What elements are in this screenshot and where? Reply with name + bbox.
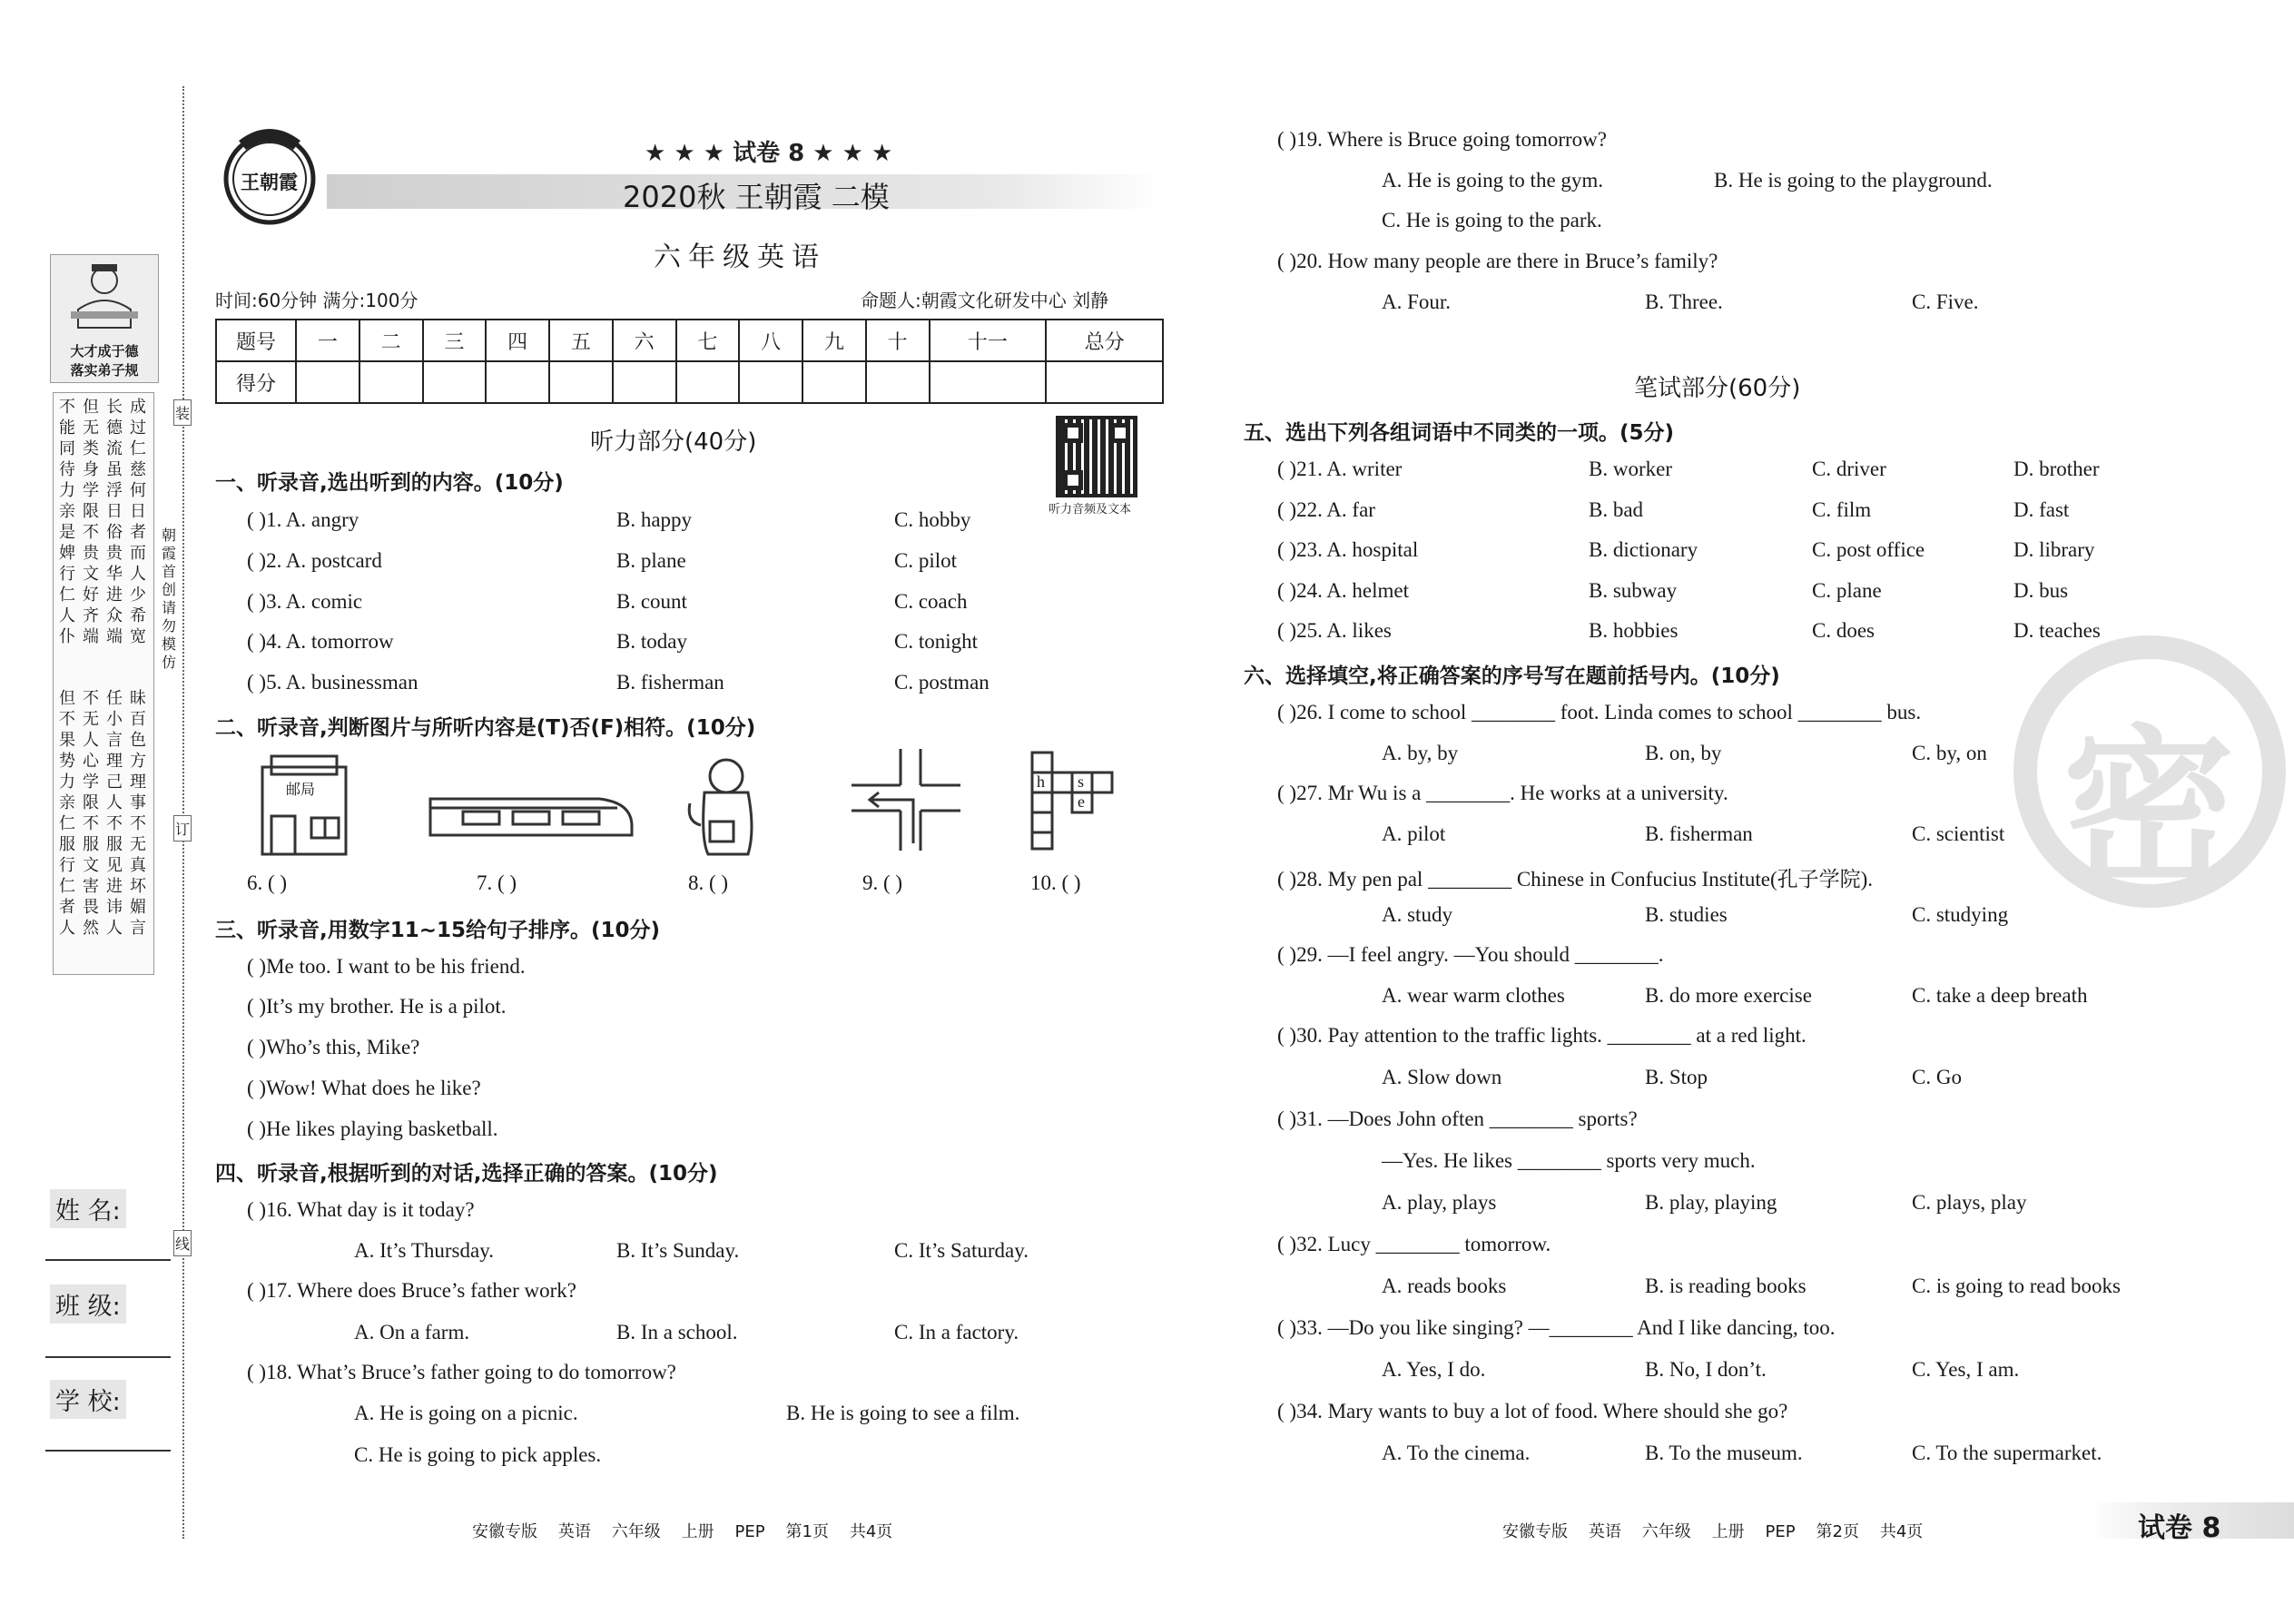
score-header-cell: 九 [802,320,866,361]
q24-option-b: B. subway [1589,579,1678,602]
cut-mark-3: 线 [173,1230,192,1256]
verse-col-2: 但无类身学限不贵文好齐端 [83,398,99,646]
order-item-3: ( )Who’s this, Mike? [247,1036,420,1058]
score-cell[interactable] [676,361,740,403]
q5-stem: ( )5. A. businessman [247,671,418,694]
q19-option-a: A. He is going to the gym. [1382,169,1604,192]
crossword-letter: h [1037,773,1045,791]
score-header-cell: 二 [359,320,423,361]
meta-left: 时间:60分钟 满分:100分 [215,290,418,311]
score-row-label: 得分 [216,361,296,403]
q22-stem: ( )22. A. far [1277,498,1375,521]
picture-train [427,781,635,844]
score-header-cell: 五 [549,320,613,361]
verse-col-4: 成过仁慈何日者而人少希宽 [130,398,146,646]
q33-option-c: C. Yes, I am. [1912,1358,2020,1381]
q21-option-c: C. driver [1812,458,1886,480]
score-header-cell: 八 [739,320,802,361]
score-header-cell: 七 [676,320,740,361]
section-1-title: 一、听录音,选出听到的内容。(10分) [215,471,564,495]
score-value-row [216,361,1163,403]
q22-option-d: D. fast [2013,498,2070,521]
left-footer: 安徽专版 英语 六年级 上册 PEP 第1页 共4页 [472,1522,893,1541]
score-cell[interactable] [613,361,676,403]
q23-stem: ( )23. A. hospital [1277,538,1419,561]
q18-option-a: A. He is going on a picnic. [354,1402,578,1424]
q32-stem: ( )32. Lucy ________ tomorrow. [1277,1233,1551,1255]
score-header-cell: 十 [866,320,930,361]
q5-option-c: C. postman [894,671,989,694]
q2-stem: ( )2. A. postcard [247,549,382,572]
q20-option-a: A. Four. [1382,290,1452,313]
series-badge: ★ ★ ★ 试卷 8 ★ ★ ★ [645,140,893,167]
q4-stem: ( )4. A. tomorrow [247,630,394,653]
q19-option-c: C. He is going to the park. [1382,209,1602,231]
q1-option-b: B. happy [616,508,693,531]
q17-stem: ( )17. Where does Bruce’s father work? [247,1279,576,1302]
q3-stem: ( )3. A. comic [247,590,363,613]
score-table [215,319,1164,404]
q29-stem: ( )29. —I feel angry. —You should ________. [1277,943,1664,966]
score-header-cell: 四 [486,320,549,361]
right-footer: 安徽专版 英语 六年级 上册 PEP 第2页 共4页 [1502,1522,1924,1541]
q32-option-c: C. is going to read books [1912,1275,2121,1297]
picture-doctor [683,749,764,858]
q21-option-d: D. brother [2013,458,2100,480]
section-5-title: 五、选出下列各组词语中不同类的一项。(5分) [1244,421,1675,445]
q19-stem: ( )19. Where is Bruce going tomorrow? [1277,128,1608,151]
q30-option-a: A. Slow down [1382,1066,1502,1088]
q3-option-c: C. coach [894,590,968,613]
order-item-5: ( )He likes playing basketball. [247,1117,498,1140]
q16-stem: ( )16. What day is it today? [247,1198,475,1221]
score-cell[interactable] [739,361,802,403]
q28-stem: ( )28. My pen pal ________ Chinese in Confucius Institute(孔子学院). [1277,868,1874,891]
q6-label: 6. ( ) [247,871,288,894]
name-field[interactable] [45,1259,171,1261]
section-6-title: 六、选择填空,将正确答案的序号写在题前括号内。(10分) [1244,664,1780,688]
q18-option-c: C. He is going to pick apples. [354,1443,602,1466]
q28-option-c: C. studying [1912,903,2009,926]
score-cell[interactable] [359,361,423,403]
side-note: 朝霞首创 请勿模仿 [162,527,177,671]
motto-top: 大才成于德 [70,343,139,359]
class-field[interactable] [45,1356,171,1358]
q32-option-b: B. is reading books [1645,1275,1807,1297]
q26-option-b: B. on, by [1645,742,1722,764]
q16-option-b: B. It’s Sunday. [616,1239,740,1262]
q34-stem: ( )34. Mary wants to buy a lot of food. Where should she go? [1277,1400,1788,1422]
qr-caption: 听力音频及文本 [1049,503,1132,517]
brand-logo [221,123,319,230]
q24-stem: ( )24. A. helmet [1277,579,1409,602]
picture-road-turn-left [852,749,960,851]
crossword-letter: e [1078,792,1085,811]
q25-stem: ( )25. A. likes [1277,619,1392,642]
q23-option-d: D. library [2013,538,2095,561]
q29-option-c: C. take a deep breath [1912,984,2088,1007]
q30-option-c: C. Go [1912,1066,1962,1088]
q23-option-b: B. dictionary [1589,538,1698,561]
q22-option-c: C. film [1812,498,1872,521]
mascot-scholar-icon [51,255,158,337]
picture-post-office [259,749,350,858]
q8-label: 8. ( ) [688,871,729,894]
score-cell[interactable] [930,361,1047,403]
q24-option-d: D. bus [2013,579,2069,602]
cut-mark-1: 装 [173,399,192,426]
q34-option-c: C. To the supermarket. [1912,1442,2102,1464]
verse-col-8: 昧百色方理事不无真坏媚言 [130,689,146,938]
discipline-verse-table [53,392,154,975]
q16-option-c: C. It’s Saturday. [894,1239,1029,1262]
q25-option-c: C. does [1812,619,1875,642]
q18-option-b: B. He is going to see a film. [786,1402,1020,1424]
verse-col-1: 不能同待力亲是婢行仁人仆 [59,398,75,646]
q21-stem: ( )21. A. writer [1277,458,1403,480]
post-office-sign: 邮局 [286,781,316,798]
motto-bottom: 落实弟子规 [70,362,139,379]
q31-stem: ( )31. —Does John often ________ sports? [1277,1107,1638,1130]
seal-char: 密 [2063,710,2236,910]
score-header-row [216,320,1163,361]
q4-option-c: C. tonight [894,630,979,653]
score-header-cell: 六 [613,320,676,361]
mascot-box [50,254,159,383]
school-field[interactable] [45,1450,171,1452]
cut-mark-2: 订 [173,815,192,842]
picture-crossword [1030,749,1130,851]
order-item-1: ( )Me too. I want to be his friend. [247,955,526,978]
q28-option-b: B. studies [1645,903,1728,926]
q21-option-b: B. worker [1589,458,1672,480]
q20-option-c: C. Five. [1912,290,1979,313]
q33-option-a: A. Yes, I do. [1382,1358,1486,1381]
score-header-cell: 题号 [216,320,296,361]
q34-option-a: A. To the cinema. [1382,1442,1531,1464]
verse-col-5: 但不果势力亲仁服行仁者人 [59,689,75,938]
school-label: 学 校: [50,1380,126,1419]
q19-option-b: B. He is going to the playground. [1714,169,1993,192]
score-cell[interactable] [1046,361,1163,403]
q3-option-b: B. count [616,590,687,613]
q31-stem-2: —Yes. He likes ________ sports very much. [1382,1149,1756,1172]
q18-stem: ( )18. What’s Bruce’s father going to do tomorrow? [247,1361,676,1383]
section-2-title: 二、听录音,判断图片与所听内容是(T)否(F)相符。(10分) [215,716,756,740]
q24-option-c: C. plane [1812,579,1882,602]
q29-option-b: B. do more exercise [1645,984,1812,1007]
written-title: 笔试部分(60分) [1634,375,1801,402]
verse-col-3: 长德流虽浮日俗贵华进众端 [106,398,123,646]
q7-label: 7. ( ) [477,871,517,894]
verse-col-7: 任小言理己人不服见进讳人 [106,689,123,938]
score-header-cell: 十一 [930,320,1047,361]
meta-right: 命题人:朝霞文化研发中心 刘静 [861,290,1109,311]
section-3-title: 三、听录音,用数字11~15给句子排序。(10分) [215,919,661,942]
score-cell[interactable] [802,361,866,403]
q5-option-b: B. fisherman [616,671,724,694]
q33-stem: ( )33. —Do you like singing? —________ And I like dancing, too. [1277,1316,1836,1339]
listening-title: 听力部分(40分) [590,428,757,456]
q27-option-c: C. scientist [1912,822,2005,845]
q23-option-c: C. post office [1812,538,1925,561]
q17-option-a: A. On a farm. [354,1321,470,1343]
score-header-cell: 一 [296,320,359,361]
q4-option-b: B. today [616,630,687,653]
q34-option-b: B. To the museum. [1645,1442,1803,1464]
class-label: 班 级: [50,1284,126,1324]
q17-option-b: B. In a school. [616,1321,738,1343]
order-item-4: ( )Wow! What does he like? [247,1077,481,1099]
crossword-letter: s [1078,773,1085,791]
q29-option-a: A. wear warm clothes [1382,984,1565,1007]
order-item-2: ( )It’s my brother. He is a pilot. [247,995,507,1018]
q33-option-b: B. No, I don’t. [1645,1358,1767,1381]
q26-stem: ( )26. I come to school ________ foot. Linda comes to school ________ bus. [1277,701,1922,723]
q25-option-b: B. hobbies [1589,619,1679,642]
binding-cut-line [182,86,184,1539]
banner-title: 2020秋 王朝霞 二模 [623,180,890,214]
section-4-title: 四、听录音,根据听到的对话,选择正确的答案。(10分) [215,1162,718,1186]
q1-option-c: C. hobby [894,508,971,531]
q31-option-c: C. plays, play [1912,1191,2027,1214]
q32-option-a: A. reads books [1382,1275,1507,1297]
q30-option-b: B. Stop [1645,1066,1708,1088]
q2-option-c: C. pilot [894,549,958,572]
q20-option-b: B. Three. [1645,290,1723,313]
q17-option-c: C. In a factory. [894,1321,1019,1343]
q26-option-c: C. by, on [1912,742,1987,764]
q31-option-a: A. play, plays [1382,1191,1497,1214]
qr-code-icon[interactable] [1056,416,1137,497]
name-label: 姓 名: [50,1189,126,1228]
verse-col-6: 不无人心学限不服文害畏然 [83,689,99,938]
score-cell[interactable] [423,361,487,403]
q31-option-b: B. play, playing [1645,1191,1777,1214]
score-cell[interactable] [549,361,613,403]
q16-option-a: A. It’s Thursday. [354,1239,494,1262]
q25-option-d: D. teaches [2013,619,2101,642]
q27-option-a: A. pilot [1382,822,1446,845]
q27-option-b: B. fisherman [1645,822,1753,845]
subject-title: 六年级英语 [654,241,826,273]
q27-stem: ( )27. Mr Wu is a ________. He works at a university. [1277,782,1728,804]
score-header-cell: 三 [423,320,487,361]
score-cell[interactable] [486,361,549,403]
score-cell[interactable] [866,361,930,403]
score-header-cell: 总分 [1046,320,1163,361]
q2-option-b: B. plane [616,549,686,572]
brand-logo-text: 王朝霞 [241,172,298,193]
corner-label: 试卷 8 [2138,1512,2221,1544]
seal-watermark [2013,635,2286,908]
score-cell[interactable] [296,361,359,403]
q10-label: 10. ( ) [1030,871,1081,894]
q20-stem: ( )20. How many people are there in Bruce’s family? [1277,250,1718,272]
q30-stem: ( )30. Pay attention to the traffic lights. ________ at a red light. [1277,1024,1807,1047]
q26-option-a: A. by, by [1382,742,1459,764]
q9-label: 9. ( ) [862,871,903,894]
q22-option-b: B. bad [1589,498,1644,521]
q1-stem: ( )1. A. angry [247,508,359,531]
q28-option-a: A. study [1382,903,1452,926]
